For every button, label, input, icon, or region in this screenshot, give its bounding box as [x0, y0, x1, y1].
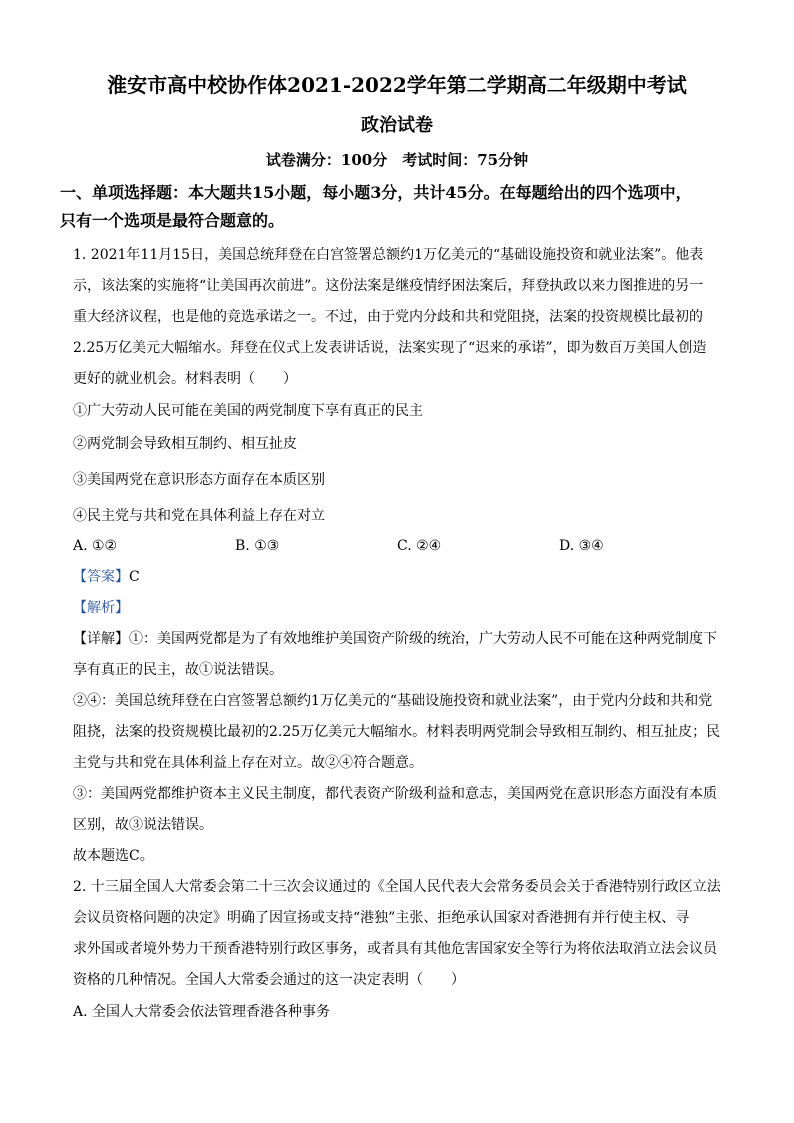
q1-detail-line: ②④：美国总统拜登在白宫签署总额约1万亿美元的“基础设施投资和就业法案”，由于党内分歧和共和党	[73, 693, 713, 709]
q1-detail-line: 阻挠，法案的投资规模比最初的2.25万亿美元大幅缩水。材料表明两党制会导致相互制约、相互扯皮；民	[73, 724, 721, 740]
q1-analysis-heading	[73, 599, 723, 617]
q2-option-a: A. 全国人大常委会依法管理香港各种事务	[73, 1004, 331, 1020]
q1-stem-line: 2.25万亿美元大幅缩水。拜登在仪式上发表讲话说，法案实现了“迟来的承诺”，即为数百万美国人创造	[73, 340, 707, 356]
q1-detail-line: 区别，故③说法错误。	[73, 817, 213, 833]
answer-tag: 【答案】	[73, 569, 129, 585]
analysis-tag: 【解析】	[73, 600, 129, 616]
q1-statement: ①广大劳动人民可能在美国的两党制度下享有真正的民主	[73, 403, 423, 419]
section-heading-cont: 只有一个选项是最符合题意的。	[60, 211, 285, 230]
answer-value: C	[129, 569, 140, 585]
q1-options	[73, 537, 723, 555]
q1-detail-line	[73, 630, 723, 648]
q1-stem-line: 更好的就业机会。材料表明（ ）	[73, 371, 297, 387]
q2-stem-line: 求外国或者境外势力干预香港特别行政区事务，或者具有其他危害国家安全等行为将依法取消立法会议员	[73, 941, 717, 957]
q1-option-c: C. ②④	[397, 538, 442, 554]
detail-tag: 【详解】	[73, 631, 129, 647]
section-heading: 一、单项选择题：本大题共15小题，每小题3分，共计45分。在每题给出的四个选项中，	[60, 183, 692, 202]
q1-detail-line: 享有真正的民主，故①说法错误。	[73, 662, 283, 678]
subject-title: 政治试卷	[361, 115, 433, 136]
q1-detail-line: 主党与共和党在具体利益上存在对立。故②④符合题意。	[73, 755, 423, 771]
q1-stem-line: 1. 2021年11月15日，美国总统拜登在白宫签署总额约1万亿美元的“基础设施投资和就业法案”。他表	[73, 247, 704, 263]
q2-stem-line: 2. 十三届全国人大常委会第二十三次会议通过的《全国人民代表大会常务委员会关于香港特别行政区立法	[73, 879, 721, 895]
q1-statement: ②两党制会导致相互制约、相互扯皮	[73, 436, 297, 452]
q1-statement: ④民主党与共和党在具体利益上存在对立	[73, 508, 325, 524]
exam-meta: 试卷满分：100分 考试时间：75分钟	[265, 151, 529, 169]
detail-text: ①：美国两党都是为了有效地维护美国资产阶级的统治，广大劳动人民不可能在这种两党制度下	[129, 631, 717, 647]
q1-detail-line: ③：美国两党都维护资本主义民主制度，都代表资产阶级利益和意志，美国两党在意识形态方面没有本质	[73, 786, 717, 802]
q1-stem-line: 重大经济议程，也是他的竞选承诺之一。不过，由于党内分歧和共和党阻挠，法案的投资规模比最初的	[73, 309, 703, 325]
q1-stem-line: 示，该法案的实施将“让美国再次前进”。这份法案是继疫情纾困法案后，拜登执政以来力图推进的另一	[73, 278, 704, 294]
q2-stem-line: 会议员资格问题的决定》明确了因宣扬或支持“港独”主张、拒绝承认国家对香港拥有并行使主权、寻	[73, 910, 690, 926]
q1-option-a: A. ①②	[73, 538, 118, 554]
q1-option-d: D. ③④	[559, 538, 604, 554]
exam-title: 淮安市高中校协作体2021-2022学年第二学期高二年级期中考试	[107, 73, 687, 97]
q2-stem-line: 资格的几种情况。全国人大常委会通过的这一决定表明（ ）	[73, 972, 465, 988]
q1-option-b: B. ①③	[235, 538, 280, 554]
q1-statement: ③美国两党在意识形态方面存在本质区别	[73, 472, 325, 488]
q1-detail-line: 故本题选C。	[73, 848, 154, 864]
q1-answer	[73, 568, 723, 586]
